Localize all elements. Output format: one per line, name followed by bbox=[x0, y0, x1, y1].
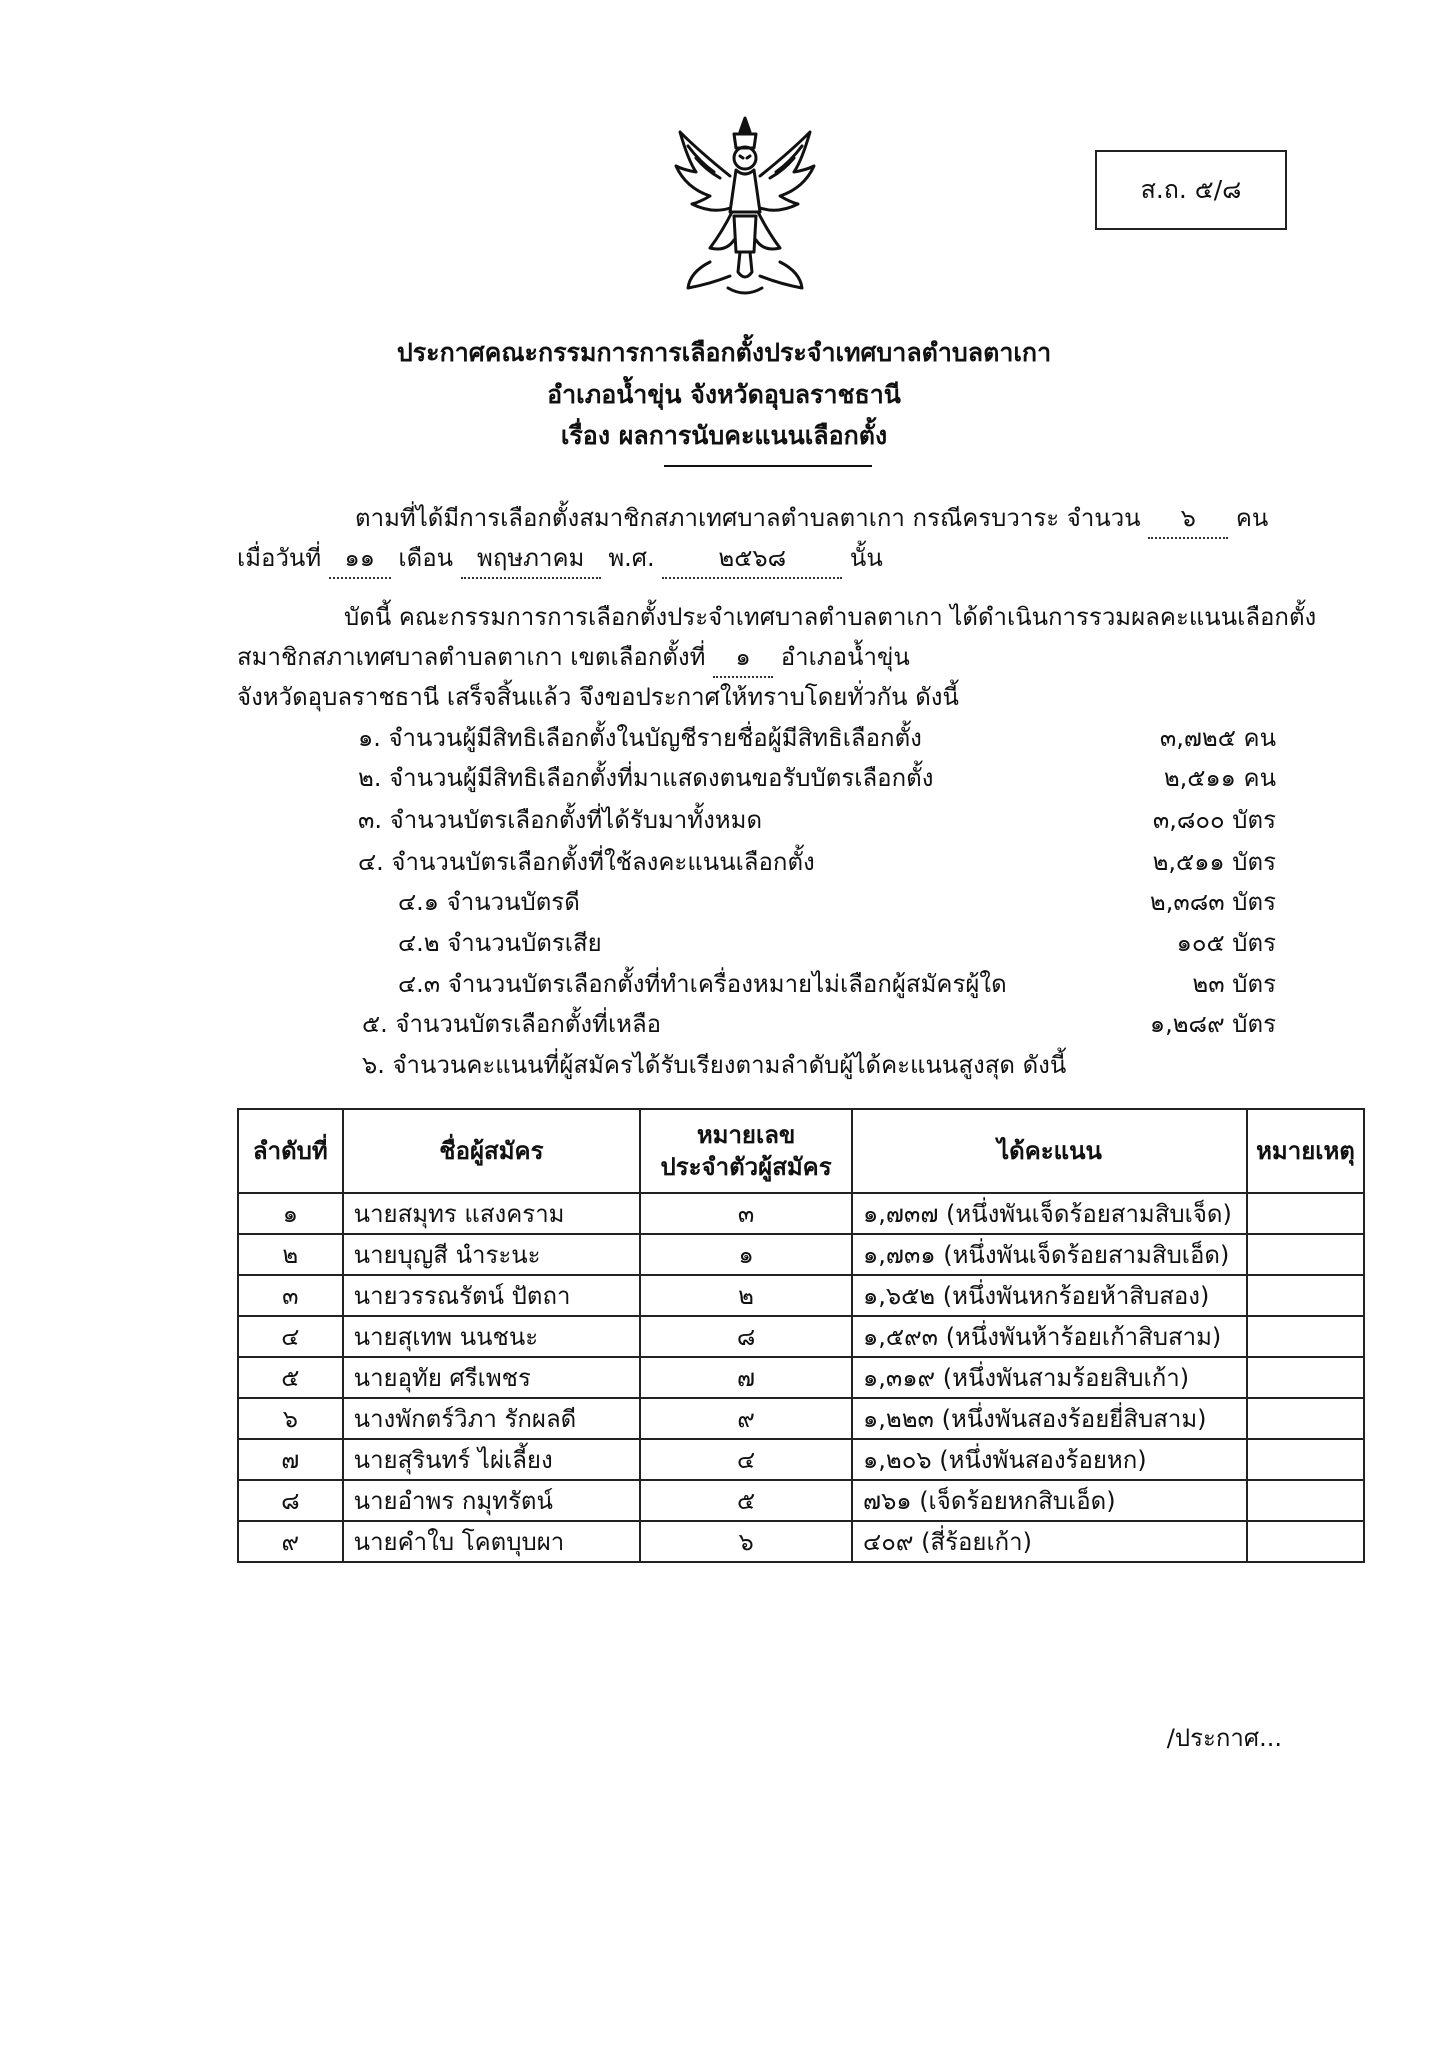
item-label: ๒. จำนวนผู้มีสิทธิเลือกตั้งที่มาแสดงตนขอรับบัตรเลือกตั้ง bbox=[358, 764, 934, 792]
title-line-1: ประกาศคณะกรรมการการเลือกตั้งประจำเทศบาลตำบลตาเกา bbox=[396, 338, 1052, 367]
cell-number: ๙ bbox=[640, 1398, 852, 1439]
results-table bbox=[237, 1108, 1365, 1563]
item-label: ๓. จำนวนบัตรเลือกตั้งที่ได้รับมาทั้งหมด bbox=[358, 806, 763, 834]
cell-number: ๖ bbox=[640, 1521, 852, 1562]
cell-remark bbox=[1247, 1234, 1364, 1275]
item-value: ๒,๕๑๑ คน bbox=[1163, 764, 1276, 792]
cell-name: นายอำพร กมุทรัตน์ bbox=[343, 1480, 640, 1521]
cell-rank: ๓ bbox=[238, 1275, 343, 1316]
table-row bbox=[238, 1521, 1364, 1562]
intro-text: ตามที่ได้มีการเลือกตั้งสมาชิกสภาเทศบาลตำบลตาเกา กรณีครบวาระ จำนวน bbox=[355, 504, 1141, 532]
table-row bbox=[238, 1357, 1364, 1398]
cell-remark bbox=[1247, 1275, 1364, 1316]
intro-line-1 bbox=[355, 498, 1268, 539]
cell-score: ๔๐๙ (สี่ร้อยเก้า) bbox=[852, 1521, 1247, 1562]
cell-remark bbox=[1247, 1398, 1364, 1439]
cell-name: นายคำใบ โคตบุบผา bbox=[343, 1521, 640, 1562]
election-year: ๒๕๖๘ bbox=[662, 538, 842, 579]
month-label: เดือน bbox=[398, 544, 454, 572]
cell-name: นายอุทัย ศรีเพชร bbox=[343, 1357, 640, 1398]
cell-score: ๑,๓๑๙ (หนึ่งพันสามร้อยสิบเก้า) bbox=[852, 1357, 1247, 1398]
election-month: พฤษภาคม bbox=[461, 538, 601, 579]
cell-rank: ๒ bbox=[238, 1234, 343, 1275]
cell-remark bbox=[1247, 1316, 1364, 1357]
cell-score: ๗๖๑ (เจ็ดร้อยหกสิบเอ็ด) bbox=[852, 1480, 1247, 1521]
district-number: ๑ bbox=[713, 637, 773, 678]
cell-score: ๑,๕๙๓ (หนึ่งพันห้าร้อยเก้าสิบสาม) bbox=[852, 1316, 1247, 1357]
header-remark: หมายเหตุ bbox=[1247, 1109, 1364, 1193]
cell-name: นายสมุทร แสงคราม bbox=[343, 1193, 640, 1234]
item-value: ๑๐๕ บัตร bbox=[1176, 929, 1276, 957]
seat-unit: คน bbox=[1235, 504, 1269, 532]
title-line-3: เรื่อง ผลการนับคะแนนเลือกตั้ง bbox=[560, 421, 888, 450]
header-rank: ลำดับที่ bbox=[238, 1109, 343, 1193]
garuda-emblem-icon bbox=[670, 112, 820, 302]
date-prefix: เมื่อวันที่ bbox=[237, 544, 322, 572]
cell-rank: ๔ bbox=[238, 1316, 343, 1357]
cell-remark bbox=[1247, 1480, 1364, 1521]
cell-number: ๘ bbox=[640, 1316, 852, 1357]
cell-score: ๑,๖๕๒ (หนึ่งพันหกร้อยห้าสิบสอง) bbox=[852, 1275, 1247, 1316]
form-code: ส.ถ. ๕/๘ bbox=[1140, 175, 1242, 204]
table-row bbox=[238, 1275, 1364, 1316]
table-row bbox=[238, 1439, 1364, 1480]
header-number-line-2: ประจำตัวผู้สมัคร bbox=[660, 1153, 832, 1181]
item-value: ๓,๗๒๕ คน bbox=[1159, 724, 1276, 752]
cell-number: ๕ bbox=[640, 1480, 852, 1521]
header-name: ชื่อผู้สมัคร bbox=[343, 1109, 640, 1193]
table-row bbox=[238, 1193, 1364, 1234]
item-label: ๔.๑ จำนวนบัตรดี bbox=[398, 888, 580, 916]
cell-score: ๑,๗๓๗ (หนึ่งพันเจ็ดร้อยสามสิบเจ็ด) bbox=[852, 1193, 1247, 1234]
item-value: ๒๓ บัตร bbox=[1192, 970, 1276, 998]
item-label: ๔. จำนวนบัตรเลือกตั้งที่ใช้ลงคะแนนเลือกตั้ง bbox=[358, 848, 815, 876]
item-label: ๑. จำนวนผู้มีสิทธิเลือกตั้งในบัญชีรายชื่อผู้มีสิทธิเลือกตั้ง bbox=[358, 724, 922, 752]
cell-rank: ๑ bbox=[238, 1193, 343, 1234]
header-score: ได้คะแนน bbox=[852, 1109, 1247, 1193]
intro-p2-line-2 bbox=[237, 637, 910, 678]
cell-name: นายสุเทพ นนชนะ bbox=[343, 1316, 640, 1357]
item-value: ๒,๕๑๑ บัตร bbox=[1152, 848, 1276, 876]
table-header-row bbox=[238, 1109, 1364, 1193]
intro-date-line bbox=[237, 538, 883, 579]
year-label: พ.ศ. bbox=[608, 544, 655, 572]
item-label: ๖. จำนวนคะแนนที่ผู้สมัครได้รับเรียงตามลำดับผู้ได้คะแนนสูงสุด ดังนี้ bbox=[362, 1051, 1067, 1079]
header-number bbox=[640, 1109, 852, 1193]
cell-remark bbox=[1247, 1521, 1364, 1562]
table-row bbox=[238, 1480, 1364, 1521]
date-suffix: นั้น bbox=[849, 544, 883, 572]
cell-remark bbox=[1247, 1357, 1364, 1398]
item-value: ๓,๘๐๐ บัตร bbox=[1152, 806, 1276, 834]
cell-rank: ๗ bbox=[238, 1439, 343, 1480]
cell-rank: ๙ bbox=[238, 1521, 343, 1562]
election-day: ๑๑ bbox=[329, 538, 391, 579]
cell-score: ๑,๒๐๖ (หนึ่งพันสองร้อยหก) bbox=[852, 1439, 1247, 1480]
intro-p2-line-1: บัดนี้ คณะกรรมการการเลือกตั้งประจำเทศบาลตำบลตาเกา ได้ดำเนินการรวมผลคะแนนเลือกตั้ง bbox=[344, 603, 1317, 631]
table-row bbox=[238, 1316, 1364, 1357]
cell-rank: ๖ bbox=[238, 1398, 343, 1439]
item-value: ๑,๒๘๙ บัตร bbox=[1149, 1010, 1276, 1038]
cell-remark bbox=[1247, 1193, 1364, 1234]
table-row bbox=[238, 1398, 1364, 1439]
cell-score: ๑,๗๓๑ (หนึ่งพันเจ็ดร้อยสามสิบเอ็ด) bbox=[852, 1234, 1247, 1275]
item-label: ๔.๒ จำนวนบัตรเสีย bbox=[398, 929, 602, 957]
intro-p2-line-3: จังหวัดอุบลราชธานี เสร็จสิ้นแล้ว จึงขอประกาศให้ทราบโดยทั่วกัน ดังนี้ bbox=[237, 683, 959, 711]
cell-rank: ๘ bbox=[238, 1480, 343, 1521]
district-prefix: สมาชิกสภาเทศบาลตำบลตาเกา เขตเลือกตั้งที่ bbox=[237, 643, 706, 671]
cell-name: นางพักตร์วิภา รักผลดี bbox=[343, 1398, 640, 1439]
table-row bbox=[238, 1234, 1364, 1275]
cell-remark bbox=[1247, 1439, 1364, 1480]
continuation-note: /ประกาศ... bbox=[1166, 1724, 1282, 1752]
cell-rank: ๕ bbox=[238, 1357, 343, 1398]
district-suffix: อำเภอน้ำขุ่น bbox=[780, 643, 910, 671]
item-label: ๕. จำนวนบัตรเลือกตั้งที่เหลือ bbox=[362, 1010, 662, 1038]
item-label: ๔.๓ จำนวนบัตรเลือกตั้งที่ทำเครื่องหมายไม่เลือกผู้สมัครผู้ใด bbox=[398, 970, 1007, 998]
cell-number: ๑ bbox=[640, 1234, 852, 1275]
item-value: ๒,๓๘๓ บัตร bbox=[1149, 888, 1276, 916]
cell-number: ๔ bbox=[640, 1439, 852, 1480]
header-number-line-1: หมายเลข bbox=[696, 1120, 796, 1149]
cell-name: นายวรรณรัตน์ ปัตถา bbox=[343, 1275, 640, 1316]
cell-number: ๓ bbox=[640, 1193, 852, 1234]
cell-score: ๑,๒๒๓ (หนึ่งพันสองร้อยยี่สิบสาม) bbox=[852, 1398, 1247, 1439]
title-line-2: อำเภอน้ำขุ่น จังหวัดอุบลราชธานี bbox=[547, 380, 901, 409]
seat-count: ๖ bbox=[1148, 498, 1228, 539]
cell-name: นายสุรินทร์ ไผ่เลี้ยง bbox=[343, 1439, 640, 1480]
cell-number: ๒ bbox=[640, 1275, 852, 1316]
cell-name: นายบุญสี นำระนะ bbox=[343, 1234, 640, 1275]
title-underline bbox=[664, 465, 872, 467]
form-code-box bbox=[1095, 150, 1287, 230]
cell-number: ๗ bbox=[640, 1357, 852, 1398]
